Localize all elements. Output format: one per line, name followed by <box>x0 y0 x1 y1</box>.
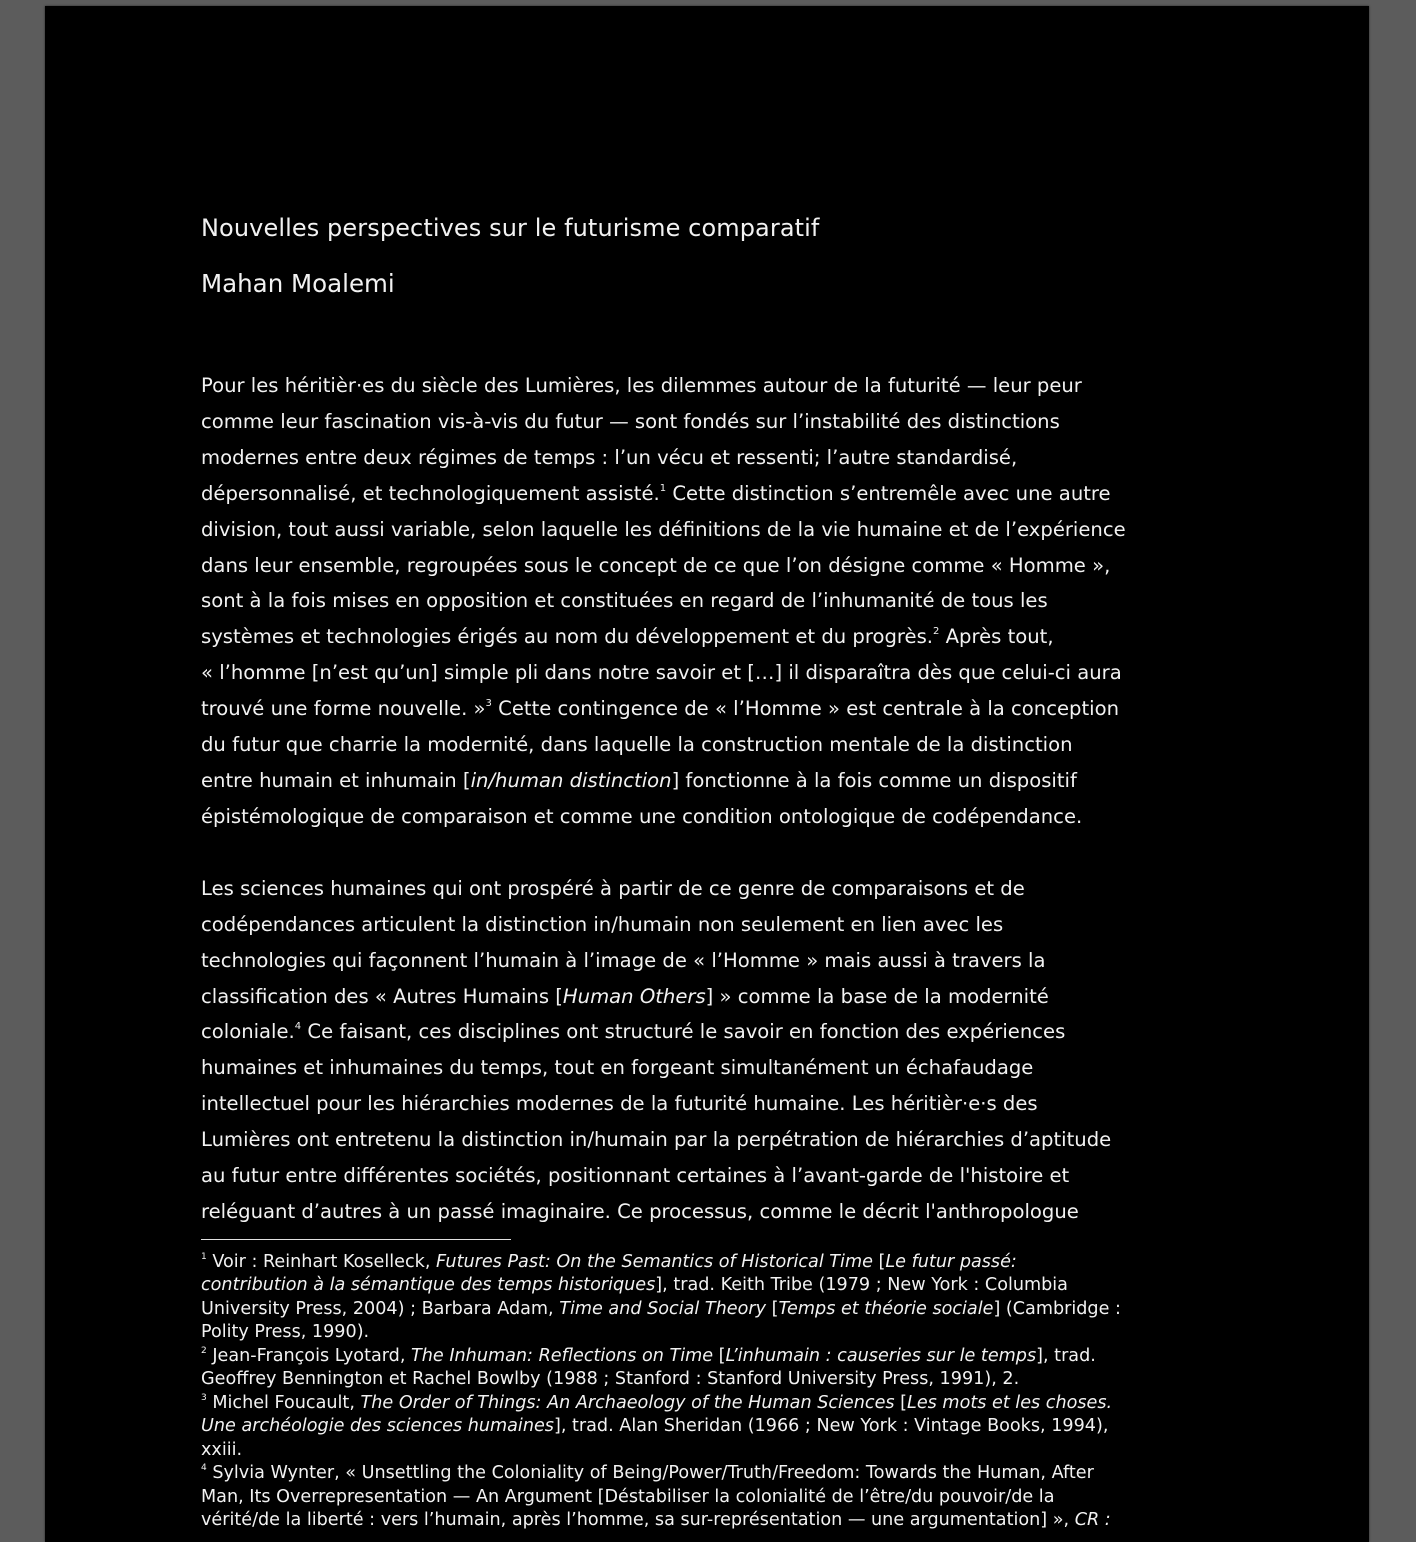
text-run: Cette distinction s’entremêle avec une autre division, tout aussi variable, selon laquelle les définitions de la vie humaine et de l’expérience dans leur ensemble, regroupées sous le concept de ce que l’on désigne comme « Homme », sont à la fois mises en opposition et constituées en regard de l’inhumanité de tous les systèmes et technologies érigés au nom du développement et du progrès. <box>201 481 1126 649</box>
italic-text: The Inhuman: Reflections on Time <box>411 1345 714 1366</box>
document-title: Nouvelles perspectives sur le futurisme comparatif <box>201 214 820 242</box>
body-paragraph <box>201 368 1209 835</box>
text-run: [ <box>894 1392 908 1413</box>
italic-text: Temps et théorie sociale <box>778 1298 994 1319</box>
text-run: ], trad. Geoffrey Bennington et Rachel Bowlby (1988 ; Stanford : Stanford University Press, 1991), 2. <box>201 1345 1096 1390</box>
footnote <box>201 1462 1209 1533</box>
text-run: Michel Foucault, <box>206 1392 361 1413</box>
body-paragraph <box>201 871 1209 1229</box>
page-content <box>201 210 1209 1533</box>
text-run: ] » comme la base de la modernité coloniale. <box>201 984 1049 1044</box>
text-run: Pour les héritièr·es du siècle des Lumières, les dilemmes autour de la futurité — leur peur comme leur fascination vis-à-vis du futur — sont fondés sur l’instabilité des distinctions modernes entre deux régimes de temps : l’un vécu et ressenti; l’autre standardisé, dépersonnalisé, et technologiquement assisté. <box>201 374 1082 505</box>
text-run: Ce faisant, ces disciplines ont structuré le savoir en fonction des expériences humaines et inhumaines du temps, tout en forgeant simultanément un échafaudage intellectuel pour les hiérarchies modernes de la futurité humaine. Les héritièr·e·s des Lumières ont entretenu la distinction in/humain par la perpétration de hiérarchies d’aptitude au futur entre différentes sociétés, positionnant certaines à l’avant-garde de l'histoire et reléguant d’autres à un passé imaginaire. Ce processus, comme le décrit l'anthropologue <box>201 1020 1112 1223</box>
footnote <box>201 1251 1209 1345</box>
text-run: ] (Cambridge : Polity Press, 1990). <box>201 1298 1121 1343</box>
text-run: ], trad. Keith Tribe (1979 ; New York : Columbia University Press, 2004) ; Barbara Adam, <box>201 1275 1068 1319</box>
footnote <box>201 1345 1209 1392</box>
italic-text: CR : <box>1074 1510 1111 1531</box>
text-run: ] fonctionne à la fois comme un dispositif épistémologique de comparaison et comme une condition ontologique de codépendance. <box>201 768 1083 828</box>
italic-text: in/human distinction <box>470 768 672 792</box>
footnote-ref: 4 <box>294 1021 302 1033</box>
text-run: Après tout, « l’homme [n’est qu’un] simple pli dans notre savoir et […] il disparaîtra dès que celui-ci aura trouvé une forme nouvelle. » <box>201 625 1122 721</box>
italic-text: Le futur passé: contribution à la sémantique des temps historiques <box>201 1251 1017 1296</box>
italic-text: Les mots et les choses. Une archéologie des sciences humaines <box>201 1392 1113 1437</box>
footnote-ref: 1 <box>659 482 667 494</box>
footnotes <box>201 1251 1209 1533</box>
footnote <box>201 1392 1209 1463</box>
italic-text: L’inhumain : causeries sur le temps <box>725 1345 1037 1366</box>
text-run: Cette contingence de « l’Homme » est centrale à la conception du futur que charrie la modernité, dans laquelle la construction mentale de la distinction entre humain et inhumain [ <box>201 697 1120 792</box>
text-run: Jean-François Lyotard, <box>206 1345 412 1366</box>
document-author: Mahan Moalemi <box>201 269 395 298</box>
text-run: [ <box>766 1298 779 1319</box>
italic-text: Futures Past: On the Semantics of Historical Time <box>436 1251 873 1272</box>
text-run: Les sciences humaines qui ont prospéré à partir de ce genre de comparaisons et de codépendances articulent la distinction in/humain non seulement en lien avec les technologies qui façonnent l’humain à l’image de « l’Homme » mais aussi à travers la classification des « Autres Humains [ <box>201 876 1046 1008</box>
footnote-separator <box>201 1239 511 1240</box>
footnote-ref: 1 <box>201 1251 207 1262</box>
italic-text: Time and Social Theory <box>559 1298 767 1319</box>
text-run: [ <box>713 1345 726 1366</box>
text-run: Voir : Reinhart Koselleck, <box>206 1251 437 1272</box>
text-run: Sylvia Wynter, « Unsettling the Coloniality of Being/Power/Truth/Freedom: Towards the Human, After Man, Its Overrepresentation — An Argument [Déstabiliser la colonialité de l’être/du pouvoir/de la vérité/de la liberté : vers l’humain, après l’homme, sa sur-représentation — une argumentation] », <box>201 1463 1094 1531</box>
text-run: ], trad. Alan Sheridan (1966 ; New York : Vintage Books, 1994), xxiii. <box>201 1416 1109 1460</box>
text-run: [ <box>872 1251 886 1272</box>
footnote-ref: 3 <box>485 698 492 710</box>
italic-text: The Order of Things: An Archaeology of the Human Sciences <box>360 1392 895 1413</box>
footnote-ref: 3 <box>201 1392 207 1403</box>
footnote-ref: 4 <box>201 1463 207 1474</box>
footnote-ref: 2 <box>201 1345 207 1356</box>
document-page <box>45 6 1369 1542</box>
italic-text: Human Others <box>562 984 706 1008</box>
footnote-ref: 2 <box>933 626 940 638</box>
